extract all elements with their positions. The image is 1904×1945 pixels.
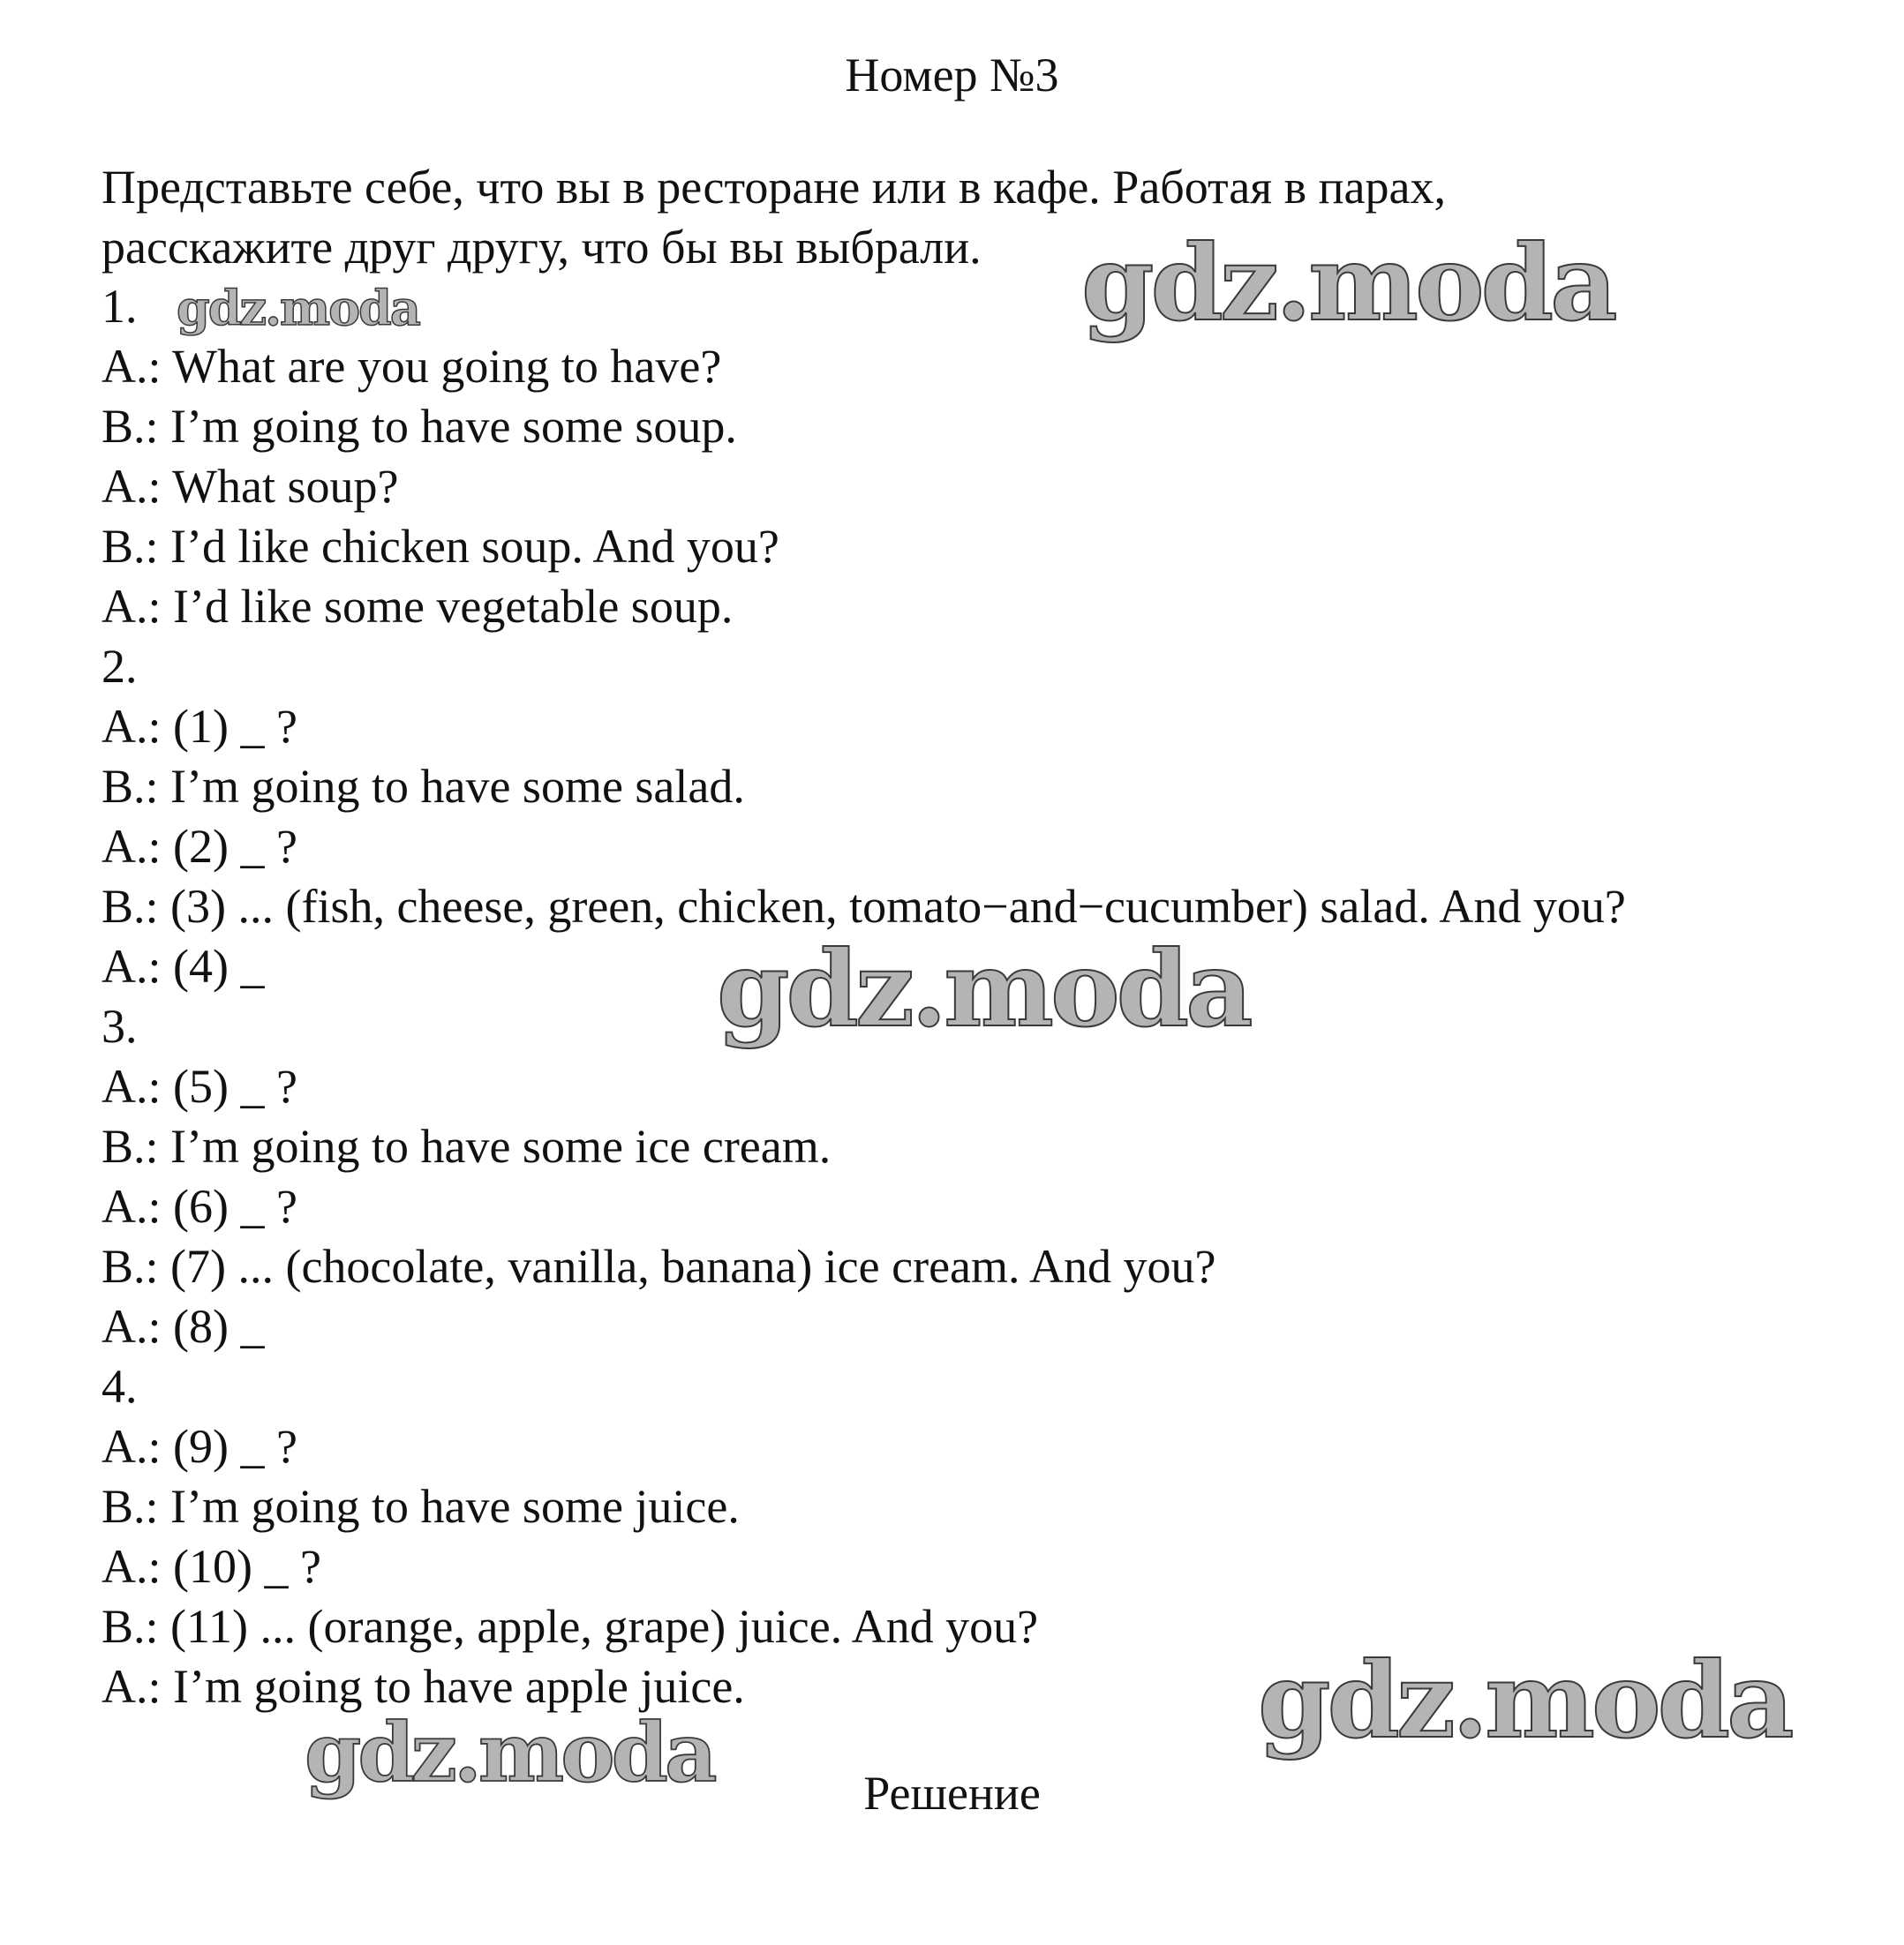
dialogue-heading: 4. [102,1360,138,1413]
dialogue-line: B.: (3) ... (fish, cheese, green, chicken, tomato−and−cucumber) salad. And you? [102,880,1626,933]
watermark: gdz.moda [177,280,419,336]
dialogue-line: B.: (11) ... (orange, apple, grape) juice. And you? [102,1600,1039,1653]
dialogue-line: B.: (7) ... (chocolate, vanilla, banana) ice cream. And you? [102,1240,1216,1293]
dialogue-line: A.: (1) _ ? [102,700,297,753]
page-title: Номер №3 [845,49,1059,101]
dialogue-heading: 2. [102,640,138,693]
watermark: gdz.moda [717,927,1250,1050]
watermark: gdz.moda [305,1705,714,1800]
instruction-line: Представьте себе, что вы в ресторане или в кафе. Работая в парах, [102,161,1446,214]
dialogue-line: B.: I’m going to have some ice cream. [102,1120,832,1173]
instruction-line: расскажите друг другу, что бы вы выбрали. [102,221,982,274]
dialogue-line: A.: What are you going to have? [102,340,722,393]
dialogue-line: A.: (5) _ ? [102,1060,297,1113]
dialogue-heading: 3. [102,1000,138,1053]
dialogue-line: B.: I’d like chicken soup. And you? [102,520,779,573]
dialogue-heading: 1. [102,280,138,333]
dialogue-line: B.: I’m going to have some juice. [102,1480,740,1533]
dialogue-line: A.: (9) _ ? [102,1420,297,1473]
solution-label: Решение [863,1767,1041,1820]
dialogue-line: B.: I’m going to have some salad. [102,760,745,813]
dialogue-line: A.: I’d like some vegetable soup. [102,580,734,633]
watermark: gdz.moda [1258,1639,1791,1761]
dialogue-line: A.: (8) _ [102,1300,265,1353]
dialogue-line: A.: (6) _ ? [102,1180,297,1233]
dialogue-line: A.: (2) _ ? [102,820,297,873]
watermark: gdz.moda [1081,222,1614,344]
dialogue-line: A.: I’m going to have apple juice. [102,1660,745,1713]
dialogue-line: B.: I’m going to have some soup. [102,400,737,453]
dialogue-line: A.: (10) _ ? [102,1540,321,1593]
dialogue-line: A.: What soup? [102,460,399,513]
dialogue-line: A.: (4) _ [102,940,265,993]
